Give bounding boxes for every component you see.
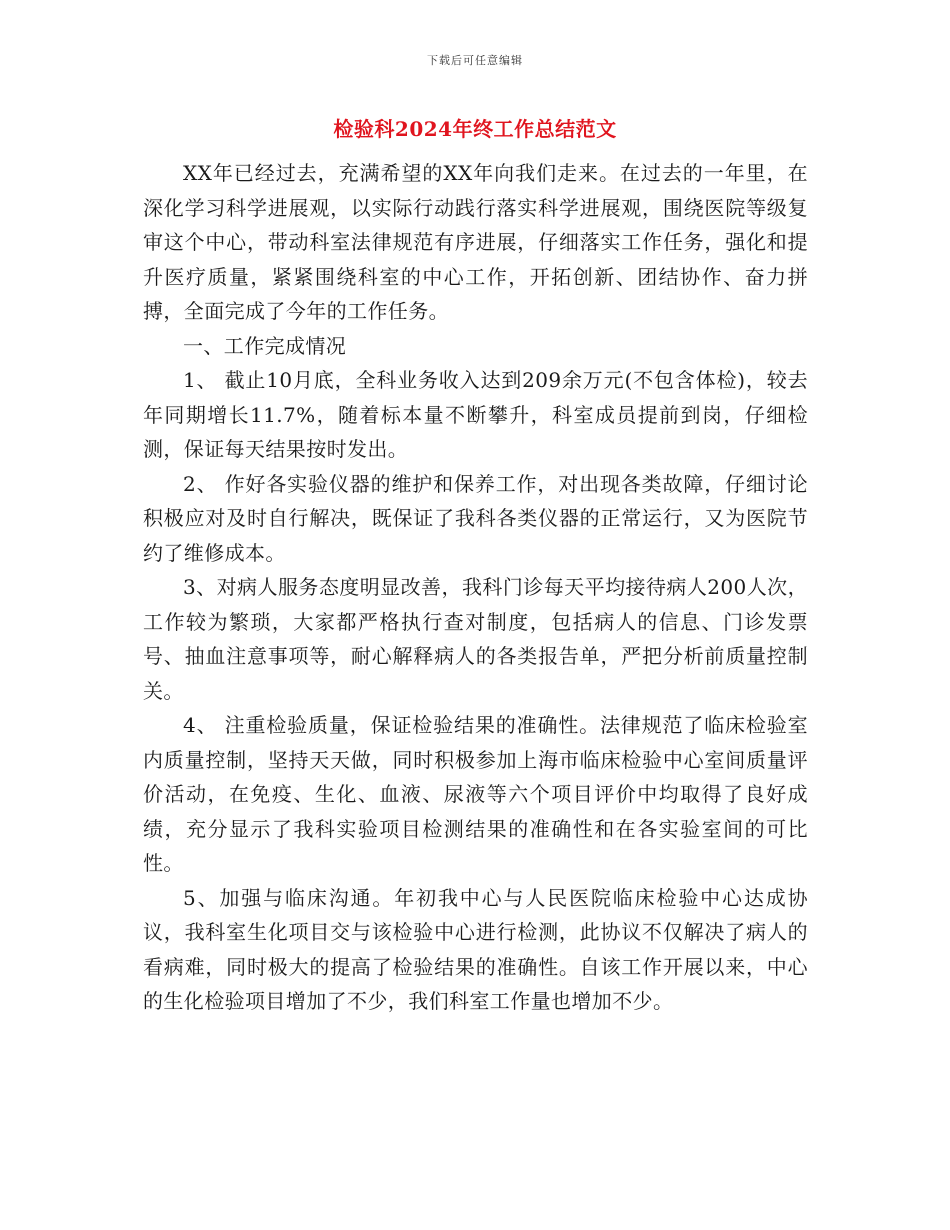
list-item-4: 4、 注重检验质量，保证检验结果的准确性。法律规范了临床检验室内质量控制，坚持天天做，同时积极参加上海市临床检验中心室间质量评价活动，在免疫、生化、血液、尿液等六个项目评价中均取得了良好成绩，充分显示了我科实验项目检测结果的准确性和在各实验室间的可比性。 (143, 713, 808, 875)
document-body (143, 156, 808, 1019)
list-item-5: 5、加强与临床沟通。年初我中心与人民医院临床检验中心达成协议，我科室生化项目交与该检验中心进行检测，此协议不仅解决了病人的看病难，同时极大的提高了检验结果的准确性。自该工作开展以来，中心的生化检验项目增加了不少，我们科室工作量也增加不少。 (143, 885, 808, 1013)
header-note: 下载后可任意编辑 (427, 54, 523, 67)
list-item-3: 3、对病人服务态度明显改善，我科门诊每天平均接待病人200人次，工作较为繁琐，大家都严格执行查对制度，包括病人的信息、门诊发票号、抽血注意事项等，耐心解释病人的各类报告单，严把分析前质量控制关。 (143, 575, 808, 703)
list-item-2: 2、 作好各实验仪器的维护和保养工作，对出现各类故障，仔细讨论积极应对及时自行解决，既保证了我科各类仪器的正常运行，又为医院节约了维修成本。 (143, 471, 808, 565)
document-title: 检验科2024年终工作总结范文 (333, 117, 617, 141)
section-heading: 一、工作完成情况 (183, 333, 347, 358)
intro-paragraph: XX年已经过去，充满希望的XX年向我们走来。在过去的一年里，在深化学习科学进展观，以实际行动践行落实科学进展观，围绕医院等级复审这个中心，带动科室法律规范有序进展，仔细落实工作任务，强化和提升医疗质量，紧紧围绕科室的中心工作，开拓创新、团结协作、奋力拼搏，全面完成了今年的工作任务。 (143, 161, 808, 323)
list-item-1: 1、 截止10月底，全科业务收入达到209余万元(不包含体检)，较去年同期增长11.7%，随着标本量不断攀升，科室成员提前到岗，仔细检测，保证每天结果按时发出。 (143, 368, 808, 461)
